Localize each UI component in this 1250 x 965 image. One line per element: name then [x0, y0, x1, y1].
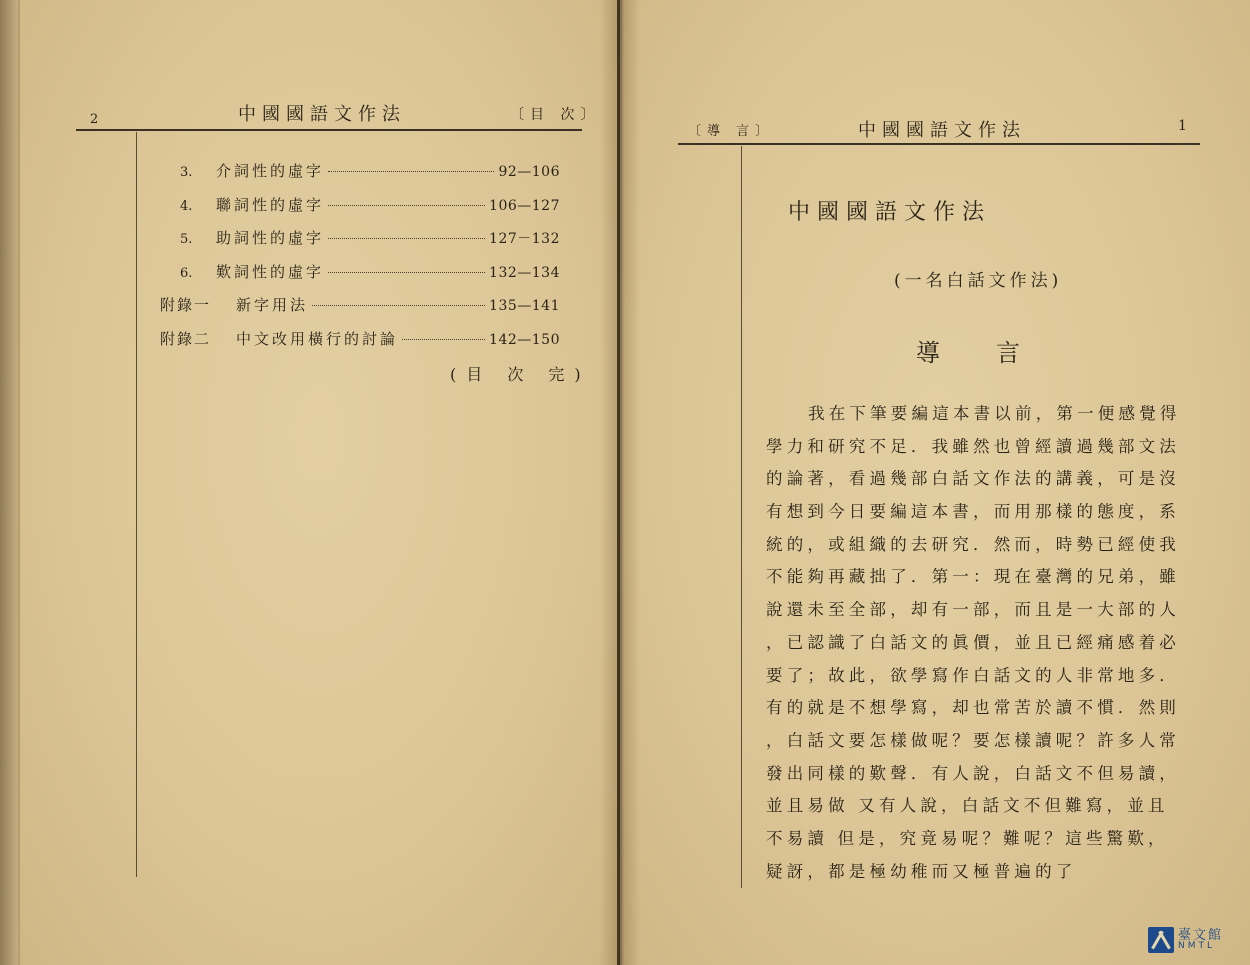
toc-number: 5. [180, 232, 193, 247]
watermark-en: NMTL [1178, 941, 1216, 951]
toc-entry-appendix [160, 294, 560, 328]
nmtl-logo-icon [1148, 927, 1174, 953]
running-title: 中國國語文作法 [858, 120, 1026, 141]
watermark-cn: 臺文館 [1178, 928, 1224, 943]
text-line: 的論著，看過幾部白話文作法的講義，可是沒 [766, 469, 1180, 489]
page-number: 1 [1178, 118, 1187, 134]
text-line: 並且易做 又有人說，白話文不但難寫，並且 [766, 796, 1169, 816]
toc-entry-appendix [160, 328, 560, 362]
toc-entry [160, 227, 560, 261]
section-label: 〔目 次〕 [510, 107, 601, 123]
alternate-title: (一名白話文作法) [894, 271, 1063, 291]
page-number: 2 [90, 112, 99, 127]
header-rule [678, 143, 1200, 145]
toc-title: 歎詞性的虛字 [216, 262, 325, 281]
toc-leader [328, 272, 485, 273]
text-line: 不易讀 但是，究竟易呢？難呢？這些驚歎， [766, 828, 1169, 848]
toc-leader [328, 171, 494, 172]
toc-leader [402, 339, 485, 340]
text-line: 我在下筆要編這本書以前，第一便感覺得 [808, 404, 1181, 423]
toc-pages: 106—127 [489, 197, 560, 214]
text-line: 要了；故此，欲學寫作白話文的人非常地多． [766, 665, 1180, 685]
text-line: 不能夠再藏拙了．第一：現在臺灣的兄弟，雖 [766, 567, 1180, 587]
toc-leader [312, 305, 485, 306]
book-title: 中國國語文作法 [788, 200, 992, 225]
text-line: 有的就是不想學寫，却也常苦於讀不慣．然則 [766, 698, 1180, 718]
text-line: ，已認識了白話文的眞價，並且已經痛感着必 [766, 632, 1180, 652]
text-line: ，白話文要怎樣做呢？要怎樣讀呢？許多人常 [766, 730, 1180, 750]
margin-rule [136, 132, 137, 877]
text-line: 學力和研究不足．我雖然也曾經讀過幾部文法 [766, 436, 1180, 456]
toc-pages: 132—134 [489, 264, 560, 281]
table-of-contents [160, 160, 560, 361]
text-line: 疑訝，都是極幼稚而又極普遍的了 [766, 861, 1077, 881]
toc-title: 聯詞性的虛字 [216, 195, 325, 214]
toc-number: 3. [180, 165, 193, 180]
toc-pages: 142—150 [489, 331, 560, 348]
toc-pages: 92—106 [498, 164, 560, 180]
toc-title: 中文改用橫行的討論 [236, 329, 399, 348]
text-line: 說還未至全部，却有一部，而且是一大部的人 [766, 600, 1180, 620]
toc-entry [160, 261, 560, 295]
right-page [620, 0, 1250, 965]
toc-number: 4. [180, 198, 193, 214]
toc-appendix-label: 附錄一 [160, 296, 212, 314]
text-line: 統的，或組織的去研究．然而，時勢已經使我 [766, 534, 1180, 554]
toc-title: 新字用法 [236, 296, 309, 314]
chapter-heading: 導言 [916, 339, 1076, 367]
toc-end-mark: (目 次 完) [450, 365, 591, 384]
toc-entry [160, 194, 560, 228]
toc-title: 介詞性的虛字 [216, 162, 325, 180]
toc-leader [328, 238, 485, 239]
toc-pages: 127－132 [489, 231, 560, 247]
toc-title: 助詞性的虛字 [216, 229, 325, 247]
section-label: 〔導 言〕 [688, 124, 775, 139]
toc-number: 6. [180, 265, 193, 281]
toc-entry [160, 160, 560, 194]
toc-appendix-label: 附錄二 [160, 329, 212, 348]
margin-rule [741, 146, 742, 888]
left-page [18, 0, 617, 965]
toc-pages: 135—141 [489, 298, 560, 314]
library-watermark [1148, 927, 1223, 953]
running-title: 中國國語文作法 [238, 104, 406, 125]
body-text [766, 400, 1181, 890]
text-line: 有想到今日要編這本書，而用那樣的態度，系 [766, 502, 1180, 522]
toc-leader [328, 205, 485, 206]
watermark-text [1178, 929, 1223, 951]
text-line: 發出同樣的歎聲．有人說，白話文不但易讀， [766, 763, 1180, 783]
header-rule [76, 129, 582, 131]
